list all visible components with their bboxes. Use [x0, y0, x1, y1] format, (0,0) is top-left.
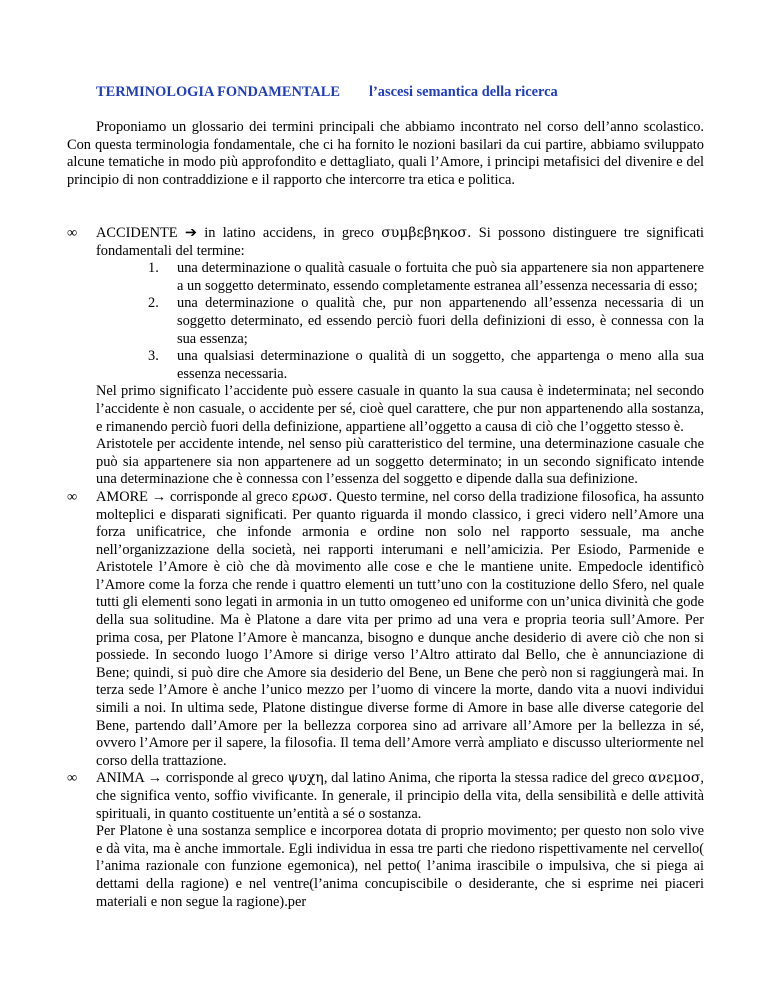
page-title: TERMINOLOGIA FONDAMENTALE: [96, 84, 340, 100]
entry-lead-tail: Si possono distinguere tre significati fondamentali del termine:: [96, 225, 704, 259]
entry-lead-text: ACCIDENTE ➔ in latino accidens, in greco: [96, 225, 382, 241]
entry-text: Questo termine, nel corso della tradizione filosofica, ha assunto molteplici e disparati significati. Per quanto riguarda il mondo classico, i greci videro nell’Amore una forza unificatrice, che infonde armonia e ordine non solo nel rapporto sessuale, ma anche nell’organizzazione della società, nei rapporti interumani e nell’amicizia. Per Esiodo, Parmenide e Aristotele l’Amore è ciò che dà movimento alle cose e che le mantiene unite. Empedocle identificò l’Amore come la forza che rende i quattro elementi un tutt’uno con la costituzione dello Sfero, nel quale tutti gli elementi sono legati in armonia in un tutto omogeneo ed uniforme con un’unica divinità che gode della sua solitudine. Ma è Platone a dare vita per primo ad una vera e propria teoria sull’Amore. Per prima cosa, per Platone l’Amore è mancanza, bisogno e dunque anche desiderio di avere ciò che non si possiede. In secondo luogo l’Amore si dirige verso l’Altro attirato dal Bello, che è annunciazione di Bene; quindi, si può dire che Amore sia desiderio del Bene, un Bene che però non si raggiungerà mai. In terza sede l’Amore è anche l’unico mezzo per l’uomo di vincere la morte, dando vita a nuovi individui simili a noi. In ultima sede, Platone distingue diverse forme di Amore in base alle diverse categorie del Bene, partendo dall’Amore per la bellezza corporea sino ad arrivare all’Amore per la bellezza in sé, ovvero l’Amore per il sapere, la filosofia. Il tema dell’Amore verrà ampliato e discusso ulteriormente nel corso della trattazione.: [96, 488, 705, 769]
glossary-entry-accidente: [67, 225, 704, 489]
greek-term: ψυχη: [287, 770, 324, 787]
list-item: [148, 295, 704, 348]
item-number: 1.: [148, 260, 159, 277]
greek-term: συμβεβηκοσ.: [381, 225, 472, 241]
infinity-bullet-icon: ∞: [67, 488, 78, 505]
entry-mid-text: , dal latino Anima, che riporta la stessa radice del greco: [323, 770, 649, 787]
infinity-bullet-icon: ∞: [67, 225, 78, 241]
header: [96, 84, 558, 102]
greek-term: ανεμοσ: [648, 770, 701, 787]
item-number: 3.: [148, 348, 159, 365]
list-item: [148, 260, 704, 295]
entry-paragraph: Per Platone è una sostanza semplice e incorporea dotata di proprio movimento; per questo non solo vive e dà vita, ma è anche immortale. Egli individua in essa tre parti che riedono rispettivamente nel cervello( l’anima razionale con funzione egemonica), nel petto( l’anima irascibile o impulsiva, che si piega ai dettami della ragione) e nel ventre(l’anima concupiscibile o desiderante, che si esprime nei piaceri materiali e non segue la ragione).per: [96, 823, 704, 910]
entry-lead: [96, 225, 704, 260]
entry-text: , che significa vento, soffio vivificante. In generale, il principio della vita, della sensibilità e delle attività spirituali, in quanto costituente un’entità a sé o sostanza.: [96, 770, 704, 822]
item-text: una determinazione o qualità casuale o fortuita che può sia appartenere sia non appartenere a un soggetto determinato, essendo completamente estranea all’essenza necessaria di esso;: [177, 260, 704, 294]
entry-lead-text: ANIMA → corrisponde al greco: [96, 770, 288, 787]
item-number: 2.: [148, 295, 159, 312]
entry-lead-text: AMORE → corrisponde al greco: [96, 488, 292, 505]
glossary-entry-anima: [67, 770, 704, 911]
glossary-list: [67, 225, 704, 911]
item-text: una qualsiasi determinazione o qualità di un soggetto, che appartenga o meno alla sua essenza necessaria.: [177, 348, 704, 382]
entry-paragraph: [96, 489, 704, 771]
intro-paragraph: Proponiamo un glossario dei termini principali che abbiamo incontrato nel corso dell’anno scolastico. Con questa terminologia fondamentale, che ci ha fornito le nozioni basilari da cui partire, abbiamo sviluppato alcune tematiche in modo più approfondito e dettagliato, quali l’Amore, i principi metafisici del divenire e del principio di non contraddizione e il rapporto che intercorre tra etica e politica.: [67, 119, 704, 188]
entry-paragraph: Aristotele per accidente intende, nel senso più caratteristico del termine, una determinazione casuale che può sia appartenere sia non appartenere ad un soggetto determinato; in un secondo significato intende una determinazione che è connessa con l’essenza del soggetto e dipende dalla sua definizione.: [96, 436, 704, 488]
list-item: [148, 348, 704, 383]
greek-term: ερωσ.: [291, 488, 333, 505]
entry-paragraph: Nel primo significato l’accidente può essere casuale in quanto la sua causa è indeterminata; nel secondo l’accidente è non casuale, o accidente per sé, cioè quel carattere, che pur non appartenendo alla sostanza, e rimanendo perciò fuori della definizione, appartiene all’oggetto a causa di ciò che l’oggetto stesso è.: [96, 383, 704, 435]
page-subtitle: l’ascesi semantica della ricerca: [369, 84, 558, 100]
item-text: una determinazione o qualità che, pur non appartenendo all’essenza necessaria di un soggetto determinato, ed essendo perciò fuori della definizioni di esso, è connessa con la sua essenza;: [177, 295, 704, 347]
glossary-entry-amore: [67, 489, 704, 771]
infinity-bullet-icon: ∞: [67, 770, 78, 787]
entry-paragraph: [96, 770, 704, 823]
